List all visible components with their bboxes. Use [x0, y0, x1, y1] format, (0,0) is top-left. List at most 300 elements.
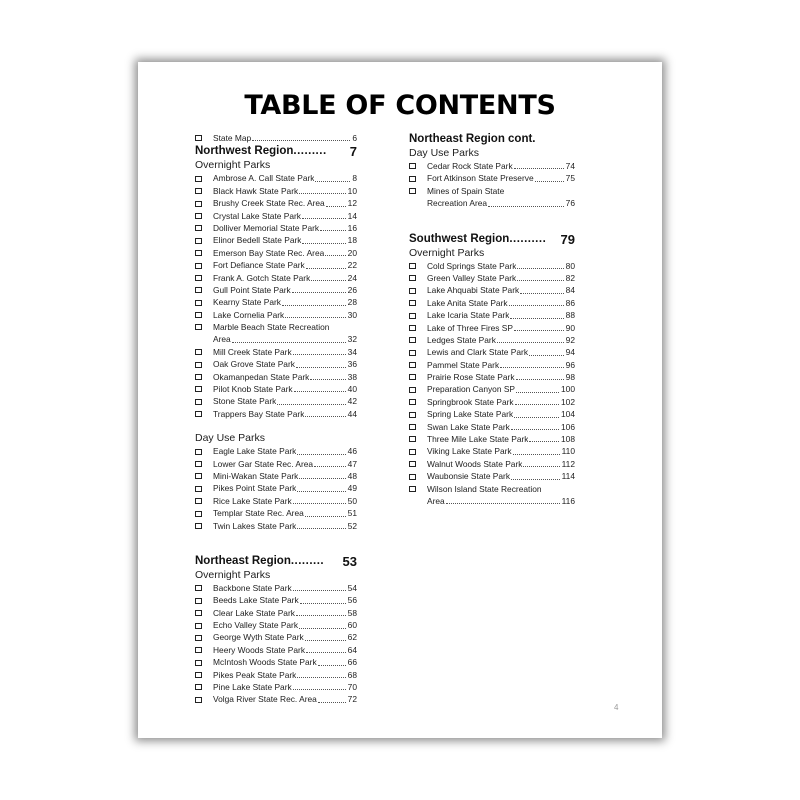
entry-page: 98 — [565, 372, 575, 383]
entry-name: Beeds Lake State Park — [213, 595, 299, 606]
checkbox-icon[interactable] — [409, 449, 416, 455]
dot-leader — [446, 503, 560, 504]
toc-entry[interactable] — [195, 644, 357, 656]
entry-page: 114 — [561, 471, 575, 482]
entry-page: 116 — [561, 495, 575, 506]
entry-name: Lake Anita State Park — [427, 297, 508, 308]
checkbox-icon[interactable] — [195, 585, 202, 591]
toc-entry-continued[interactable] — [195, 333, 357, 345]
entry-page: 110 — [561, 446, 575, 457]
checkbox-icon[interactable] — [195, 610, 202, 616]
dot-leader — [305, 416, 345, 417]
checkbox-icon[interactable] — [195, 201, 202, 207]
toc-entry[interactable] — [195, 358, 357, 370]
toc-entry[interactable] — [195, 185, 357, 197]
toc-entry[interactable] — [409, 445, 575, 457]
dot-leader — [318, 665, 346, 666]
checkbox-icon[interactable] — [409, 474, 416, 480]
region-title: Southwest Region — [409, 232, 510, 245]
toc-entry[interactable] — [409, 185, 575, 197]
left-column — [195, 132, 357, 706]
checkbox-icon[interactable] — [195, 263, 202, 269]
entry-name: Walnut Woods State Park — [427, 458, 523, 469]
toc-entry[interactable] — [195, 284, 357, 296]
toc-entry[interactable] — [195, 656, 357, 668]
checkbox-icon[interactable] — [195, 697, 202, 703]
entry-name: Wilson Island State Recreation — [427, 483, 542, 494]
checkbox-icon[interactable] — [409, 275, 416, 281]
toc-entry[interactable] — [409, 421, 575, 433]
entry-name: Spring Lake State Park — [427, 409, 514, 420]
dot-leader — [511, 479, 560, 480]
checkbox-icon[interactable] — [195, 225, 202, 231]
dot-leader — [509, 305, 564, 306]
entry-page: 74 — [565, 160, 575, 171]
toc-entry[interactable] — [409, 284, 575, 296]
dot-leader — [302, 243, 345, 244]
entry-name: Elinor Bedell State Park — [213, 235, 302, 246]
checkbox-icon[interactable] — [195, 399, 202, 405]
dot-leader — [488, 206, 564, 207]
checkbox-icon[interactable] — [409, 461, 416, 467]
toc-entry[interactable] — [195, 582, 357, 594]
entry-name: Backbone State Park — [213, 582, 292, 593]
entry-page: 44 — [347, 408, 357, 419]
dot-leader — [326, 206, 346, 207]
region-heading-northeast-cont[interactable] — [409, 132, 575, 147]
entry-page: 64 — [347, 644, 357, 655]
checkbox-icon[interactable] — [195, 486, 202, 492]
dot-leader — [306, 268, 346, 269]
toc-entry[interactable] — [195, 222, 357, 234]
checkbox-icon[interactable] — [195, 511, 202, 517]
toc-entry[interactable] — [409, 433, 575, 445]
entry-name: Preparation Canyon SP — [427, 384, 515, 395]
region-dot-leader: .......... — [509, 232, 547, 245]
toc-entry[interactable] — [195, 296, 357, 308]
checkbox-icon[interactable] — [195, 660, 202, 666]
dot-leader — [297, 528, 345, 529]
toc-list — [195, 445, 357, 532]
toc-entry[interactable] — [409, 309, 575, 321]
dot-leader — [535, 181, 564, 182]
checkbox-icon[interactable] — [195, 213, 202, 219]
entry-name: Clear Lake State Park — [213, 607, 295, 618]
toc-entry[interactable] — [195, 482, 357, 494]
subsection-heading: Overnight Parks — [195, 159, 271, 172]
dot-leader — [285, 317, 345, 318]
entry-page: 22 — [347, 260, 357, 271]
entry-page: 58 — [347, 607, 357, 618]
region-heading-northeast[interactable] — [195, 554, 357, 569]
entry-page: 10 — [347, 185, 357, 196]
right-column — [409, 132, 575, 507]
dot-leader — [511, 429, 559, 430]
toc-entry-state-map[interactable] — [195, 132, 357, 144]
entry-name: Pine Lake State Park — [213, 682, 292, 693]
entry-name: Crystal Lake State Park — [213, 210, 301, 221]
checkbox-icon[interactable] — [195, 411, 202, 417]
entry-page: 75 — [565, 173, 575, 184]
checkbox-icon[interactable] — [195, 362, 202, 368]
entry-name: Eagle Lake State Park — [213, 446, 297, 457]
toc-entry[interactable] — [195, 395, 357, 407]
subsection-heading: Overnight Parks — [409, 246, 485, 259]
entry-name: Swan Lake State Park — [427, 421, 510, 432]
checkbox-icon[interactable] — [409, 374, 416, 380]
toc-entry[interactable] — [409, 408, 575, 420]
entry-name: Lewis and Clark State Park — [427, 347, 529, 358]
toc-entry[interactable] — [195, 619, 357, 631]
checkbox-icon[interactable] — [409, 188, 416, 194]
dot-leader — [497, 342, 564, 343]
toc-entry[interactable] — [195, 495, 357, 507]
toc-entry[interactable] — [195, 172, 357, 184]
entry-name: McIntosh Woods State Park — [213, 657, 317, 668]
entry-page: 16 — [347, 222, 357, 233]
entry-name: Springbrook State Park — [427, 396, 514, 407]
entry-page: 88 — [565, 310, 575, 321]
subsection-heading: Day Use Parks — [195, 432, 266, 445]
toc-entry[interactable] — [195, 259, 357, 271]
entry-name: Pikes Peak State Park — [213, 669, 297, 680]
toc-entry[interactable] — [195, 247, 357, 259]
region-dot-leader: ......... — [293, 145, 327, 158]
entry-page: 102 — [561, 396, 575, 407]
entry-name: Okamanpedan State Park — [213, 371, 310, 382]
dot-leader — [513, 454, 560, 455]
entry-page: 42 — [347, 396, 357, 407]
entry-name: Green Valley State Park — [427, 272, 517, 283]
region-heading-northwest[interactable] — [195, 144, 357, 159]
dot-leader — [252, 140, 350, 141]
toc-entry[interactable] — [409, 346, 575, 358]
toc-entry-continued[interactable] — [409, 197, 575, 209]
checkbox-icon[interactable] — [195, 498, 202, 504]
entry-name: Black Hawk State Park — [213, 185, 299, 196]
dot-leader — [305, 516, 346, 517]
toc-entry[interactable] — [409, 396, 575, 408]
entry-page: 66 — [347, 657, 357, 668]
entry-page: 50 — [347, 495, 357, 506]
toc-list — [195, 582, 357, 706]
dot-leader — [515, 404, 559, 405]
toc-entry[interactable] — [409, 272, 575, 284]
entry-name: Heery Woods State Park — [213, 644, 306, 655]
toc-entry[interactable] — [409, 359, 575, 371]
entry-name: Brushy Creek State Rec. Area — [213, 198, 325, 209]
entry-page: 30 — [347, 309, 357, 320]
entry-page: 34 — [347, 346, 357, 357]
entry-name: Lake Ahquabi State Park — [427, 285, 520, 296]
checkbox-icon[interactable] — [195, 176, 202, 182]
checkbox-icon[interactable] — [195, 623, 202, 629]
entry-page: 80 — [565, 260, 575, 271]
toc-entry[interactable] — [195, 445, 357, 457]
toc-entry[interactable] — [409, 483, 575, 495]
dot-leader — [311, 280, 345, 281]
toc-entry[interactable] — [195, 197, 357, 209]
checkbox-icon[interactable] — [409, 288, 416, 294]
toc-entry[interactable] — [195, 234, 357, 246]
checkbox-icon[interactable] — [409, 424, 416, 430]
entry-name: George Wyth State Park — [213, 632, 304, 643]
entry-page: 8 — [352, 173, 357, 184]
checkbox-icon[interactable] — [409, 362, 416, 368]
entry-page: 52 — [347, 520, 357, 531]
checkbox-icon[interactable] — [195, 287, 202, 293]
toc-entry[interactable] — [195, 632, 357, 644]
checkbox-icon[interactable] — [409, 350, 416, 356]
dot-leader — [282, 305, 346, 306]
region-dot-leader: ......... — [290, 554, 325, 567]
checkbox-icon[interactable] — [409, 387, 416, 393]
dot-leader — [510, 318, 563, 319]
toc-entry[interactable] — [195, 507, 357, 519]
entry-page: 38 — [347, 371, 357, 382]
checkbox-icon[interactable] — [409, 163, 416, 169]
entry-name: Oak Grove State Park — [213, 359, 295, 370]
dot-leader — [517, 268, 563, 269]
toc-entry[interactable] — [409, 371, 575, 383]
checkbox-icon[interactable] — [195, 275, 202, 281]
entry-page: 92 — [565, 334, 575, 345]
entry-name-continued: Area — [427, 495, 445, 506]
entry-name: Kearny State Park — [213, 297, 281, 308]
toc-entry[interactable] — [409, 172, 575, 184]
dot-leader — [314, 466, 346, 467]
toc-entry[interactable] — [195, 272, 357, 284]
dot-leader — [294, 391, 346, 392]
toc-entry[interactable] — [195, 371, 357, 383]
entry-page: 32 — [347, 334, 357, 345]
checkbox-icon[interactable] — [409, 263, 416, 269]
region-page: 7 — [349, 144, 357, 160]
entry-name: Frank A. Gotch State Park — [213, 272, 311, 283]
toc-entry[interactable] — [409, 334, 575, 346]
dot-leader — [325, 255, 345, 256]
entry-name: Ledges State Park — [427, 334, 496, 345]
toc-entry[interactable] — [195, 520, 357, 532]
entry-name: State Map — [213, 132, 252, 143]
entry-name: Viking Lake State Park — [427, 446, 512, 457]
entry-page: 68 — [347, 669, 357, 680]
dot-leader — [293, 689, 346, 690]
dot-leader — [292, 292, 346, 293]
toc-entry[interactable] — [195, 383, 357, 395]
checkbox-icon[interactable] — [195, 449, 202, 455]
entry-page: 82 — [565, 272, 575, 283]
checkbox-icon[interactable] — [195, 386, 202, 392]
checkbox-icon[interactable] — [195, 598, 202, 604]
toc-entry[interactable] — [195, 309, 357, 321]
dot-leader — [529, 355, 564, 356]
entry-page: 28 — [347, 297, 357, 308]
dot-leader — [297, 491, 345, 492]
toc-entry[interactable] — [409, 383, 575, 395]
entry-page: 12 — [347, 198, 357, 209]
dot-leader — [300, 603, 346, 604]
entry-page: 104 — [561, 409, 575, 420]
checkbox-icon[interactable] — [409, 399, 416, 405]
checkbox-icon[interactable] — [195, 300, 202, 306]
checkbox-icon[interactable] — [195, 635, 202, 641]
checkbox-icon[interactable] — [195, 312, 202, 318]
toc-entry[interactable] — [195, 669, 357, 681]
dot-leader — [514, 330, 564, 331]
entry-name: Cold Springs State Park — [427, 260, 517, 271]
dot-leader — [310, 379, 345, 380]
entry-name: Prairie Rose State Park — [427, 372, 515, 383]
checkbox-icon[interactable] — [195, 324, 202, 330]
checkbox-icon[interactable] — [195, 349, 202, 355]
page-title: TABLE OF CONTENTS — [244, 90, 556, 121]
entry-name: Lake Cornelia Park — [213, 309, 285, 320]
entry-name: Ambrose A. Call State Park — [213, 173, 315, 184]
toc-entry[interactable] — [195, 408, 357, 420]
dot-leader — [299, 628, 346, 629]
dot-leader — [318, 702, 346, 703]
checkbox-icon[interactable] — [409, 337, 416, 343]
entry-name: Mill Creek State Park — [213, 346, 292, 357]
entry-page: 36 — [347, 359, 357, 370]
toc-list — [195, 172, 357, 420]
toc-entry[interactable] — [195, 693, 357, 705]
toc-entry[interactable] — [409, 260, 575, 272]
entry-page: 14 — [347, 210, 357, 221]
entry-name: Pikes Point State Park — [213, 483, 297, 494]
entry-name: Twin Lakes State Park — [213, 520, 297, 531]
region-title: Northeast Region — [195, 554, 291, 567]
entry-name: Cedar Rock State Park — [427, 160, 513, 171]
dot-leader — [297, 677, 345, 678]
entry-page: 26 — [347, 284, 357, 295]
region-page: 53 — [342, 553, 357, 569]
entry-name-continued: Recreation Area — [427, 198, 488, 209]
page-number: 4 — [614, 703, 619, 712]
checkbox-icon[interactable] — [409, 436, 416, 442]
checkbox-icon[interactable] — [195, 647, 202, 653]
toc-entry[interactable] — [409, 297, 575, 309]
entry-name: Volga River State Rec. Area — [213, 694, 317, 705]
entry-page: 90 — [565, 322, 575, 333]
dot-leader — [306, 652, 346, 653]
subsection-heading: Day Use Parks — [409, 147, 480, 159]
entry-page: 46 — [347, 446, 357, 457]
toc-entry[interactable] — [195, 681, 357, 693]
entry-page: 18 — [347, 235, 357, 246]
entry-page: 51 — [347, 508, 357, 519]
dot-leader — [305, 640, 346, 641]
toc-entry[interactable] — [195, 210, 357, 222]
dot-leader — [277, 404, 345, 405]
toc-entry[interactable] — [409, 458, 575, 470]
toc-entry[interactable] — [195, 458, 357, 470]
region-heading-southwest[interactable] — [409, 232, 575, 247]
entry-name: Mini-Wakan State Park — [213, 470, 299, 481]
checkbox-icon[interactable] — [409, 176, 416, 182]
entry-name: Pammel State Park — [427, 359, 500, 370]
checkbox-icon[interactable] — [195, 135, 202, 141]
toc-entry[interactable] — [409, 470, 575, 482]
dot-leader — [296, 615, 346, 616]
entry-name: Three Mile Lake State Park — [427, 434, 529, 445]
toc-list — [409, 160, 575, 210]
toc-entry[interactable] — [195, 594, 357, 606]
checkbox-icon[interactable] — [409, 412, 416, 418]
entry-name: Mines of Spain State — [427, 185, 505, 196]
toc-entry[interactable] — [195, 607, 357, 619]
entry-page: 86 — [565, 297, 575, 308]
entry-page: 72 — [347, 694, 357, 705]
toc-entry[interactable] — [195, 470, 357, 482]
entry-page: 112 — [561, 458, 575, 469]
entry-name: Lower Gar State Rec. Area — [213, 458, 314, 469]
entry-name: Trappers Bay State Park — [213, 408, 305, 419]
dot-leader — [315, 181, 350, 182]
checkbox-icon[interactable] — [195, 188, 202, 194]
entry-page: 49 — [347, 483, 357, 494]
entry-page: 40 — [347, 384, 357, 395]
checkbox-icon[interactable] — [195, 238, 202, 244]
checkbox-icon[interactable] — [195, 250, 202, 256]
dot-leader — [523, 466, 559, 467]
toc-entry[interactable] — [409, 322, 575, 334]
dot-leader — [520, 293, 563, 294]
toc-entry[interactable] — [195, 346, 357, 358]
checkbox-icon[interactable] — [195, 473, 202, 479]
checkbox-icon[interactable] — [195, 672, 202, 678]
entry-name: Lake of Three Fires SP — [427, 322, 513, 333]
checkbox-icon[interactable] — [195, 684, 202, 690]
entry-name: Stone State Park — [213, 396, 277, 407]
dot-leader — [296, 367, 346, 368]
dot-leader — [293, 354, 346, 355]
dot-leader — [529, 441, 559, 442]
toc-entry-continued[interactable] — [409, 495, 575, 507]
checkbox-icon[interactable] — [195, 461, 202, 467]
region-title: Northeast Region cont. — [409, 133, 536, 145]
entry-page: 94 — [565, 347, 575, 358]
entry-page: 6 — [352, 132, 357, 143]
dot-leader — [299, 193, 345, 194]
dot-leader — [232, 342, 346, 343]
checkbox-icon[interactable] — [195, 374, 202, 380]
entry-name: Rice Lake State Park — [213, 495, 292, 506]
dot-leader — [514, 168, 564, 169]
entry-name: Dolliver Memorial State Park — [213, 222, 320, 233]
checkbox-icon[interactable] — [195, 523, 202, 529]
entry-page: 24 — [347, 272, 357, 283]
entry-page: 47 — [347, 458, 357, 469]
entry-page: 60 — [347, 620, 357, 631]
entry-page: 108 — [561, 434, 575, 445]
checkbox-icon[interactable] — [409, 325, 416, 331]
checkbox-icon[interactable] — [409, 486, 416, 492]
dot-leader — [293, 503, 346, 504]
checkbox-icon[interactable] — [409, 313, 416, 319]
entry-page: 106 — [561, 421, 575, 432]
entry-name: Fort Atkinson State Preserve — [427, 173, 534, 184]
toc-entry[interactable] — [195, 321, 357, 333]
dot-leader — [302, 218, 346, 219]
entry-page: 56 — [347, 595, 357, 606]
entry-name: Echo Valley State Park — [213, 620, 299, 631]
dot-leader — [297, 454, 345, 455]
entry-name: Marble Beach State Recreation — [213, 322, 330, 333]
toc-entry[interactable] — [409, 160, 575, 172]
checkbox-icon[interactable] — [409, 300, 416, 306]
